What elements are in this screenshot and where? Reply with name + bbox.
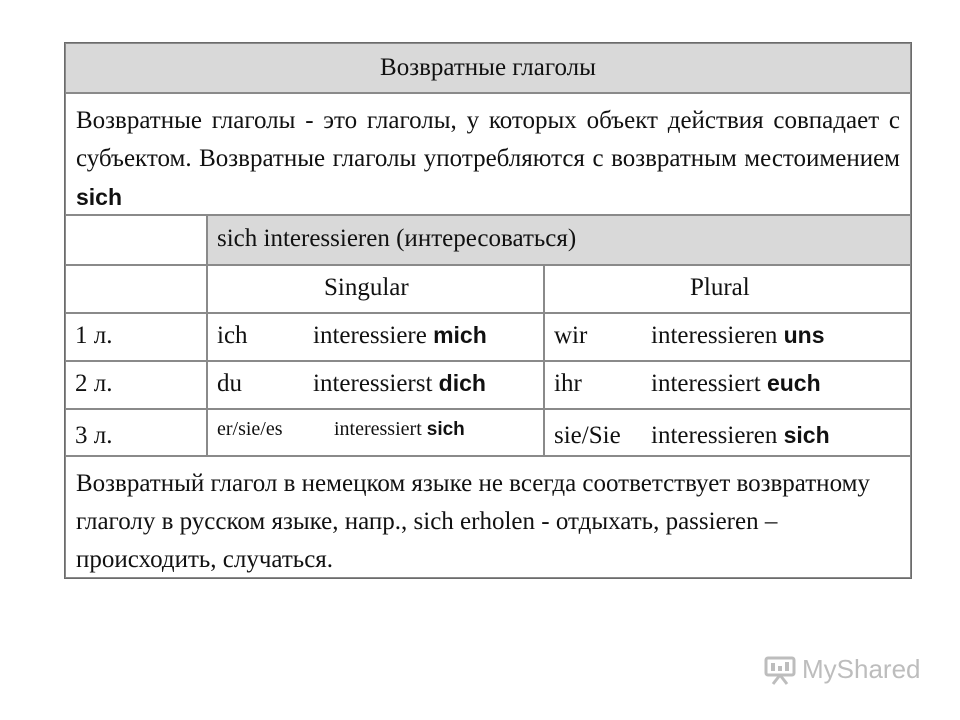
person-label: 3 л. xyxy=(75,422,113,449)
table-title-text: Возвратные глаголы xyxy=(380,54,596,81)
person-cell xyxy=(65,409,207,456)
definition-cell xyxy=(65,93,911,215)
table-title xyxy=(65,43,911,93)
singular-header xyxy=(207,265,544,313)
plural-pronoun: sie/Sie xyxy=(554,422,621,449)
plural-form-cell xyxy=(544,361,911,409)
empty-header-cell xyxy=(65,265,207,313)
singular-pronoun: du xyxy=(217,370,242,397)
reflexive-pronoun: mich xyxy=(433,322,487,348)
reflexive-pronoun: euch xyxy=(766,370,821,396)
plural-form-cell xyxy=(544,409,911,456)
reflexive-pronoun: dich xyxy=(438,370,486,396)
plural-label: Plural xyxy=(690,274,750,301)
plural-verb-form: interessieren sich xyxy=(651,422,830,449)
plural-verb-form: interessieren uns xyxy=(651,322,825,349)
reflexive-pronoun: uns xyxy=(783,322,825,348)
singular-form-cell xyxy=(207,313,544,361)
example-translation: (интересоваться) xyxy=(396,225,577,252)
singular-verb-form: interessiere mich xyxy=(313,322,487,349)
example-cell xyxy=(207,215,911,265)
plural-header xyxy=(544,265,911,313)
plural-form-cell xyxy=(544,313,911,361)
person-cell xyxy=(65,313,207,361)
note-text: Возвратный глагол в немецком языке не всегда соответствует возвратному глаголу в русском языке, напр., sich erholen - отдыхать, passieren – происходить, случаться. xyxy=(76,470,870,573)
person-label: 1 л. xyxy=(75,322,113,349)
plural-pronoun: ihr xyxy=(554,370,582,397)
plural-pronoun: wir xyxy=(554,322,588,349)
plural-verb-form: interessiert euch xyxy=(651,370,821,397)
person-label: 2 л. xyxy=(75,370,113,397)
person-cell xyxy=(65,361,207,409)
singular-form-cell xyxy=(207,409,544,456)
empty-corner-cell xyxy=(65,215,207,265)
reflexive-pronoun: sich xyxy=(426,419,465,440)
singular-verb-form: interessiert sich xyxy=(334,418,465,440)
singular-pronoun: er/sie/es xyxy=(217,418,283,440)
watermark-logo xyxy=(764,654,921,685)
example-verb: sich interessieren (интересоваться) xyxy=(217,225,577,252)
note-cell xyxy=(65,456,911,578)
definition-text: Возвратные глаголы - это глаголы, у которых объект действия совпадает с субъектом. Возвратные глаголы употребляются с возвратным местоимением xyxy=(76,107,900,172)
singular-pronoun: ich xyxy=(217,322,248,349)
reflexive-pronoun: sich xyxy=(783,422,830,448)
definition-bold: sich xyxy=(76,184,123,210)
singular-verb-form: interessierst dich xyxy=(313,370,486,397)
singular-form-cell xyxy=(207,361,544,409)
reflexive-verbs-table xyxy=(64,42,912,579)
presentation-icon xyxy=(764,655,796,685)
watermark-text: MyShared xyxy=(802,654,921,684)
singular-label: Singular xyxy=(324,274,409,301)
